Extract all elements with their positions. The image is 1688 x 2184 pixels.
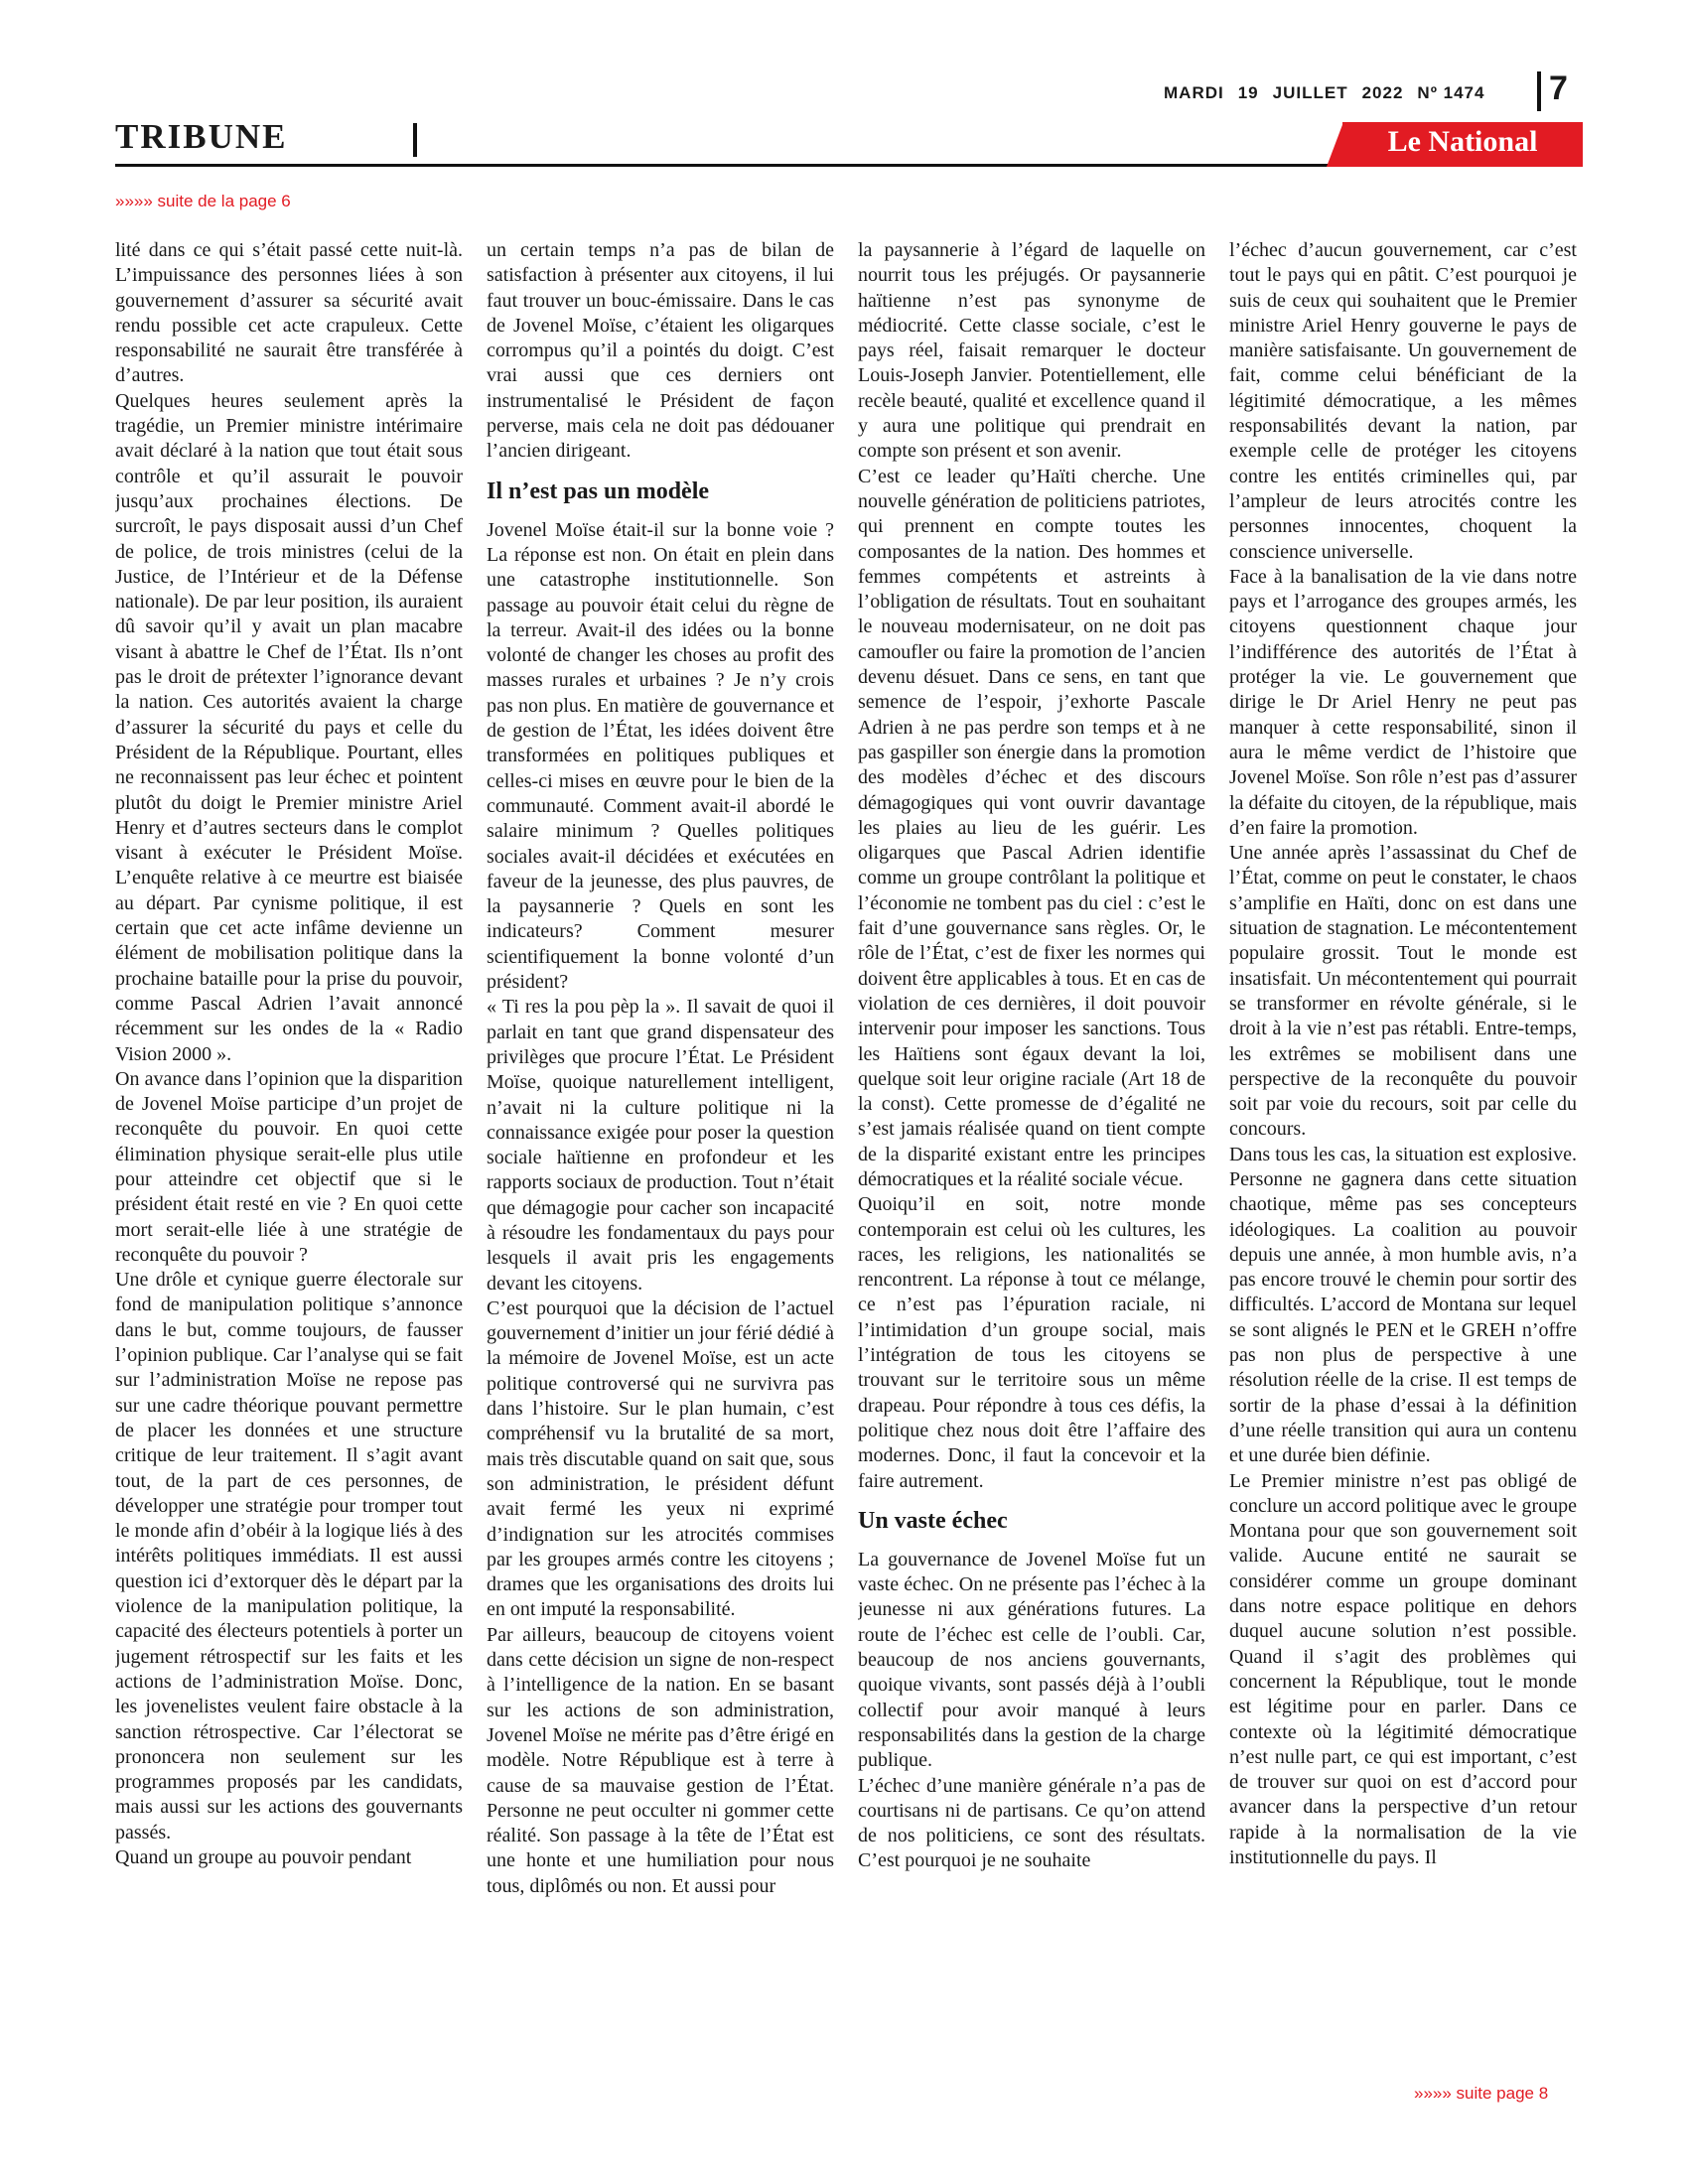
article-paragraph: La gouvernance de Jovenel Moïse fut un vaste échec. On ne présente pas l’échec à la jeunesse ni aux générations futures. La route de l’échec est celle de l’oubli. Car, beaucoup de nos anciens gouvernants, quoique vivants, sont passés déjà à l’oubli collectif pour avoir manqué à leurs responsabilités dans la gestion de la charge publique. — [858, 1548, 1205, 1772]
article-paragraph: Quelques heures seulement après la tragédie, un Premier ministre intérimaire avait déclaré à la nation que tout était sous contrôle et qu’il assurait le pouvoir jusqu’aux prochaines élections. De surcroît, le pays disposait aussi d’un Chef de police, de trois ministres (celui de la Justice, de l’Intérieur et de la Défense nationale). De par leur position, ils auraient dû savoir qu’il y avait un plan macabre visant à abattre le Chef de l’État. Ils n’ont pas le droit de prétexter l’ignorance devant la nation. Ces autorités avaient la charge d’assurer la sécurité du pays et celle du Président de la République. Pourtant, elles ne reconnaissent pas leur échec et pointent plutôt du doigt le Premier ministre Ariel Henry et d’autres secteurs dans le complot visant à exécuter le Président Moïse. L’enquête relative à ce meurtre est biaisée au départ. Par cynisme politique, il est certain que cet acte infâme devienne un élément de mobilisation politique dans la prochaine bataille pour la prise du pouvoir, comme Pascal Adrien l’avait annoncé récemment sur les ondes de la « Radio Vision 2000 ». — [115, 389, 463, 1065]
article-paragraph: l’échec d’aucun gouvernement, car c’est tout le pays qui en pâtit. C’est pourquoi je suis de ceux qui souhaitent que le Premier ministre Ariel Henry gouverne le pays de manière satisfaisante. Un gouvernement de fait, comme celui bénéficiant de la légitimité démocratique, a les mêmes responsabilités devant la nation, par exemple celle de protéger les citoyens contre les entités criminelles qui, par l’ampleur de leurs atrocités contre les personnes innocentes, choquent la conscience universelle. — [1229, 239, 1577, 563]
issue-year: 2022 — [1361, 83, 1404, 102]
article-paragraph: Face à la banalisation de la vie dans notre pays et l’arrogance des groupes armés, les citoyens questionnent chaque jour l’indifférence des autorités de l’État à protéger la vie. Le gouvernement que dirige le Dr Ariel Henry ne peut pas manquer à cette responsabilité, sinon il aura le même verdict de l’histoire que Jovenel Moïse. Son rôle n’est pas d’assurer la défaite du citoyen, de la république, mais d’en faire la promotion. — [1229, 565, 1577, 839]
article-subheading: Il n’est pas un modèle — [487, 478, 710, 504]
article-column-2 — [487, 238, 834, 2070]
article-column-4 — [1229, 238, 1577, 2070]
article-paragraph: lité dans ce qui s’était passé cette nuit-là. L’impuissance des personnes liées à son gouvernement d’assurer sa sécurité avait rendu possible cet acte crapuleux. Cette responsabilité ne saurait être transférée à d’autres. — [115, 239, 463, 387]
article-paragraph: Jovenel Moïse était-il sur la bonne voie ? La réponse est non. On était en plein dans une catastrophe institutionnelle. Son passage au pouvoir était celui du règne de la terreur. Avait-il des idées ou la bonne volonté de changer les choses au profit des masses rurales et urbaines ? Je n’y crois pas non plus. En matière de gouvernance et de gestion de l’État, les idées doivent être transformées en politiques publiques et celles-ci mises en œuvre pour le bien de la communauté. Comment avait-il abordé le salaire minimum ? Quelles politiques sociales avait-il décidées et exécutées en faveur de la jeunesse, des plus pauvres, de la paysannerie ? Quels en sont les indicateurs? Comment mesurer scientifiquement la bonne volonté d’un président? — [487, 518, 834, 994]
issue-date: 19 — [1237, 83, 1259, 102]
issue-day: MARDI — [1164, 83, 1224, 102]
article-column-3 — [858, 238, 1205, 2070]
issue-month: JUILLET — [1272, 83, 1348, 102]
article-paragraph: L’échec d’une manière générale n’a pas de courtisans ni de partisans. Ce qu’on attend de nos politiciens, ce sont des résultats. C’est pourquoi je ne souhaite — [858, 1774, 1205, 1872]
article-paragraph: On avance dans l’opinion que la disparition de Jovenel Moïse participe d’un projet de reconquête du pouvoir. En quoi cette élimination physique serait-elle plus utile pour atteindre cet objectif que si le président était resté en vie ? En quoi cette mort serait-elle liée à une stratégie de reconquête du pouvoir ? — [115, 1067, 463, 1266]
page-number: 7 — [1549, 69, 1568, 107]
section-title: TRIBUNE — [115, 117, 288, 156]
issue-date-line — [1164, 83, 1498, 103]
article-paragraph: un certain temps n’a pas de bilan de satisfaction à présenter aux citoyens, il lui faut trouver un bouc-émissaire. Dans le cas de Jovenel Moïse, c’étaient les oligarques corrompus qu’il a pointés du doigt. C’est vrai aussi que ces derniers ont instrumentalisé le Président de façon perverse, mais cela ne doit pas dédouaner l’ancien dirigeant. — [487, 239, 834, 463]
article-paragraph: Quoiqu’il en soit, notre monde contemporain est celui où les cultures, les races, les religions, les nationalités se rencontrent. La réponse à tout ce mélange, ce n’est pas l’épuration raciale, ni l’intimidation d’un groupe social, mais l’intégration de tous les citoyens se trouvant sur le territoire sous un même drapeau. Pour répondre à tous ces défis, la politique chez nous doit être l’affaire des modernes. Donc, il faut la concevoir et la faire autrement. — [858, 1193, 1205, 1492]
article-paragraph: Par ailleurs, beaucoup de citoyens voient dans cette décision un signe de non-respect à l’intelligence de la nation. En se basant sur les actions de son administration, Jovenel Moïse ne mérite pas d’être érigé en modèle. Notre République est à terre à cause de sa mauvaise gestion de l’État. Personne ne peut occulter ni gommer cette réalité. Son passage à la tête de l’État est une honte et une humiliation pour nous tous, diplômés ou non. Et aussi pour — [487, 1623, 834, 1897]
article-column-1 — [115, 238, 463, 2070]
article-paragraph: C’est ce leader qu’Haïti cherche. Une nouvelle génération de politiciens patriotes, qui prennent en compte toutes les composantes de la nation. Des hommes et femmes compétents et astreints à l’obligation de résultats. Tout en souhaitant le nouveau modernisateur, on ne doit pas camoufler ou faire la promotion de l’ancien devenu désuet. Dans ce sens, en tant que semence de l’espoir, j’exhorte Pascale Adrien à ne pas perdre son temps et à ne pas gaspiller son énergie dans la promotion des modèles d’échec et des discours démagogiques qui vont ouvrir davantage les plaies au lieu de les guérir. Les oligarques que Pascal Adrien identifie comme un groupe contrôlant la politique et l’économie ne tombent pas du ciel : c’est le fait d’une gouvernance sans règles. Or, le rôle de l’État, c’est de fixer les normes qui doivent être applicables à tous. Et en cas de violation de ces dernières, il doit pouvoir intervenir pour imposer les sanctions. Tous les Haïtiens sont égaux devant la loi, quelque soit leur origine raciale (Art 18 de la const). Cette promesse de d’égalité ne s’est jamais réalisée quand on tient compte de la disparité existant entre les principes démocratiques et la réalité sociale vécue. — [858, 465, 1205, 1190]
article-paragraph: Le Premier ministre n’est pas obligé de conclure un accord politique avec le groupe Montana pour que son gouvernement soit valide. Aucune entité ne saurait se considérer comme un groupe dominant dans notre espace politique en dehors duquel aucune solution n’est possible. Quand il s’agit des problèmes qui concernent la République, tout le monde est légitime pour en parler. Dans ce contexte où la légitimité démocratique n’est nulle part, ce qui est important, c’est de trouver sur quoi on est d’accord pour avancer dans la perspective d’un retour rapide à la normalisation de la vie institutionnelle du pays. Il — [1229, 1469, 1577, 1868]
article-paragraph: « Ti res la pou pèp la ». Il savait de quoi il parlait en tant que grand dispensateur des privilèges que procure l’État. Le Président Moïse, quoique naturellement intelligent, n’avait ni la culture politique ni la connaissance exigée pour poser la question sociale haïtienne en profondeur et les rapports sociaux de production. Tout n’était que démagogie pour cacher son incapacité à résoudre les fondamentaux du pays pour lesquels il avait pris les engagements devant les citoyens. — [487, 996, 834, 1295]
section-divider — [413, 123, 417, 157]
article-paragraph: Une drôle et cynique guerre électorale sur fond de manipulation politique s’annonce dans le but, comme toujours, de fausser l’opinion publique. Car l’analyse qui se fait sur l’administration Moïse ne repose pas sur une cadre théorique pouvant permettre de placer les données et une structure critique de leur traitement. Il s’agit avant tout, de la part de ces personnes, de développer une stratégie pour tromper tout le monde afin d’obéir à la logique liés à des intérêts politiques immédiats. Il est aussi question ici d’extorquer dès le départ par la violence de la manipulation politique, la capacité des électeurs potentiels à porter un jugement rétrospectif sur les faits et les actions de l’administration Moïse. Donc, les jovenelistes veulent faire obstacle à la sanction rétrospective. Car l’électorat se prononcera non seulement sur les programmes proposés par les candidats, mais aussi sur les actions des gouvernants passés. — [115, 1269, 463, 1843]
article-paragraph: la paysannerie à l’égard de laquelle on nourrit tous les préjugés. Or paysannerie haïtienne n’est pas synonyme de médiocrité. Cette classe sociale, c’est le pays réel, faisait remarquer le docteur Louis-Joseph Janvier. Potentiellement, elle recèle beauté, qualité et excellence quand il y aura une politique qui prendrait en compte son présent et son avenir. — [858, 239, 1205, 463]
masthead-notch — [1327, 122, 1343, 167]
masthead-logo: Le National — [1387, 125, 1538, 158]
article-paragraph: C’est pourquoi que la décision de l’actuel gouvernement d’initier un jour férié dédié à la mémoire de Jovenel Moïse, est un acte politique controversé qui ne survivra pas dans l’histoire. Sur le plan humain, c’est compréhensif vu la brutalité de sa mort, mais très discutable quand on sait que, sous son administration, le président défunt avait fermé les yeux ni exprimé d’indignation sur les atrocités commises par les groupes armés contre les citoyens ; drames que les organisations des droits lui en ont imputé la responsabilité. — [487, 1297, 834, 1621]
continued-from-link[interactable]: »»»» suite de la page 6 — [115, 192, 291, 210]
article-paragraph: Quand un groupe au pouvoir pendant — [115, 1846, 412, 1868]
article-paragraph: Une année après l’assassinat du Chef de l’État, comme on peut le constater, le chaos s’amplifie en Haïti, donc on est dans une situation de stagnation. Le mécontentement populaire grossit. Tout le monde est insatisfait. Un mécontentement qui pourrait se transformer en révolte générale, si le droit à la vie n’est pas rétabli. Entre-temps, les extrêmes se mobilisent dans une perspective de la reconquête du pouvoir soit par voie du recours, soit par celle du concours. — [1229, 842, 1577, 1141]
issue-number: Nº 1474 — [1417, 83, 1485, 102]
page-number-divider — [1537, 71, 1541, 111]
article-paragraph: Dans tous les cas, la situation est explosive. Personne ne gagnera dans cette situation chaotique, même pas ses concepteurs idéologiques. La coalition au pouvoir depuis une année, à mon humble avis, n’a pas encore trouvé le chemin pour sortir des difficultés. L’accord de Montana sur lequel se sont alignés le PEN et le GREH n’offre pas non plus de perspective à une résolution réelle de la crise. Il est temps de sortir de la phase d’essai à la définition d’une réelle transition qui aura un contenu et une durée bien définie. — [1229, 1143, 1577, 1467]
continued-to-link[interactable]: »»»» suite page 8 — [1414, 2084, 1549, 2103]
article-subheading: Un vaste échec — [858, 1507, 1008, 1534]
